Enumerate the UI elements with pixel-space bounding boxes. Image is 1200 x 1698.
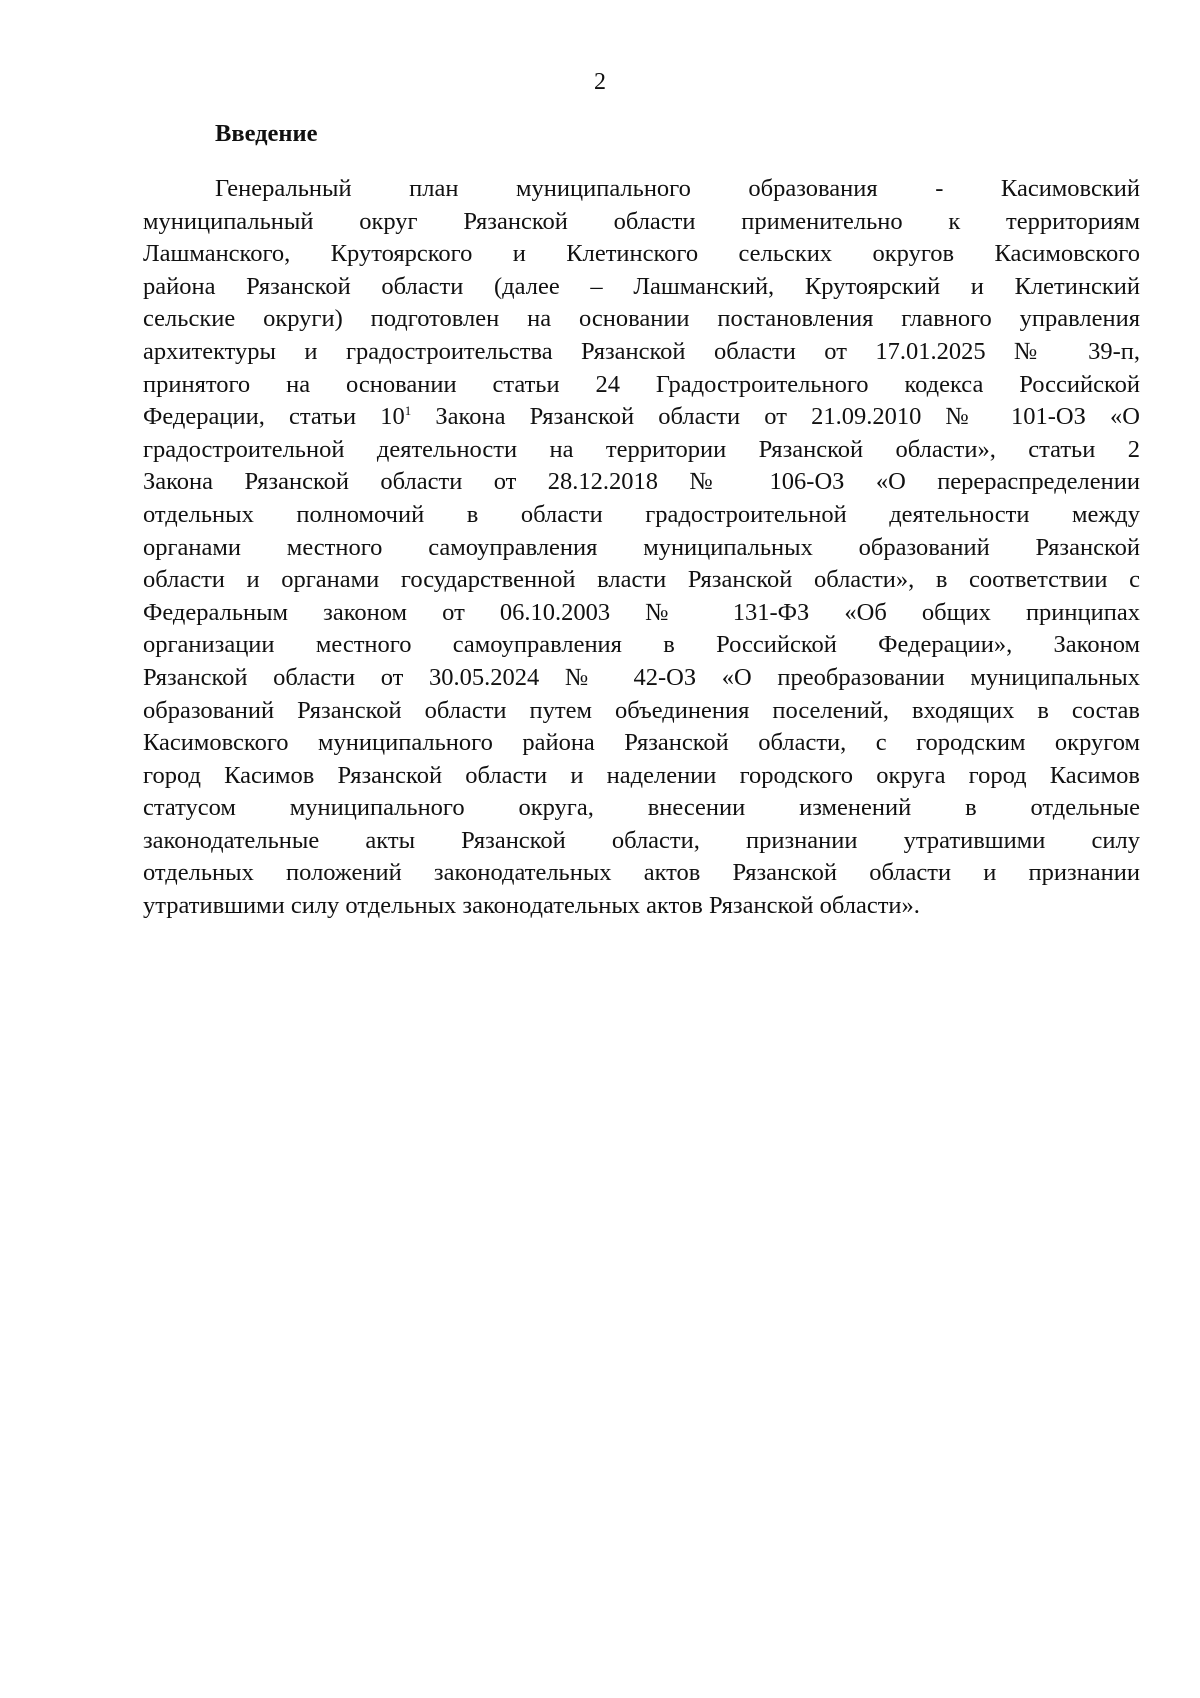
paragraph-line: Закона Рязанской области от 28.12.2018 № 106-ОЗ «О перераспределении — [143, 468, 1140, 496]
paragraph-line: градостроительной деятельности на территории Рязанской области», статьи 2 — [143, 435, 1140, 463]
line-segment: Закона Рязанской области от 21.09.2010 № 101-ОЗ «О — [411, 403, 1140, 431]
paragraph-line: принятого на основании статьи 24 Градостроительного кодекса Российской — [143, 370, 1140, 398]
paragraph-line: сельские округи) подготовлен на основании постановления главного управления — [143, 305, 1140, 333]
page-number: 2 — [594, 69, 606, 95]
paragraph-line: город Касимов Рязанской области и наделении городского округа город Касимов — [143, 761, 1140, 789]
paragraph-line: статусом муниципального округа, внесении изменений в отдельные — [143, 794, 1140, 822]
paragraph-line: отдельных положений законодательных актов Рязанской области и признании — [143, 859, 1140, 887]
paragraph-line — [143, 401, 1140, 434]
paragraph-line: Федеральным законом от 06.10.2003 № 131-ФЗ «Об общих принципах — [143, 598, 1140, 626]
paragraph-line: муниципальный округ Рязанской области применительно к территориям — [143, 207, 1140, 235]
paragraph-line: органами местного самоуправления муниципальных образований Рязанской — [143, 533, 1140, 561]
paragraph-line: архитектуры и градостроительства Рязанской области от 17.01.2025 № 39-п, — [143, 337, 1140, 365]
paragraph-line: утратившими силу отдельных законодательных актов Рязанской области». — [143, 892, 920, 920]
paragraph-line: района Рязанской области (далее – Лашманский, Крутоярский и Клетинский — [143, 272, 1140, 300]
line-segment: Федерации, статьи 10 — [143, 403, 405, 431]
paragraph-line: отдельных полномочий в области градостроительной деятельности между — [143, 500, 1140, 528]
paragraph-line: законодательные акты Рязанской области, признании утратившими силу — [143, 826, 1140, 854]
body-paragraph — [143, 173, 1140, 923]
superscript: 1 — [404, 403, 412, 419]
paragraph-line: Лашманского, Крутоярского и Клетинского сельских округов Касимовского — [143, 240, 1140, 268]
paragraph-line: области и органами государственной власти Рязанской области», в соответствии с — [143, 566, 1140, 594]
paragraph-line: Рязанской области от 30.05.2024 № 42-ОЗ «О преобразовании муниципальных — [143, 663, 1140, 691]
paragraph-line: Касимовского муниципального района Рязанской области, с городским округом — [143, 729, 1140, 757]
paragraph-line: образований Рязанской области путем объединения поселений, входящих в состав — [143, 696, 1140, 724]
section-heading: Введение — [215, 120, 318, 147]
paragraph-line: Генеральный план муниципального образования - Касимовский — [215, 175, 1140, 202]
paragraph-line: организации местного самоуправления в Российской Федерации», Законом — [143, 631, 1140, 659]
